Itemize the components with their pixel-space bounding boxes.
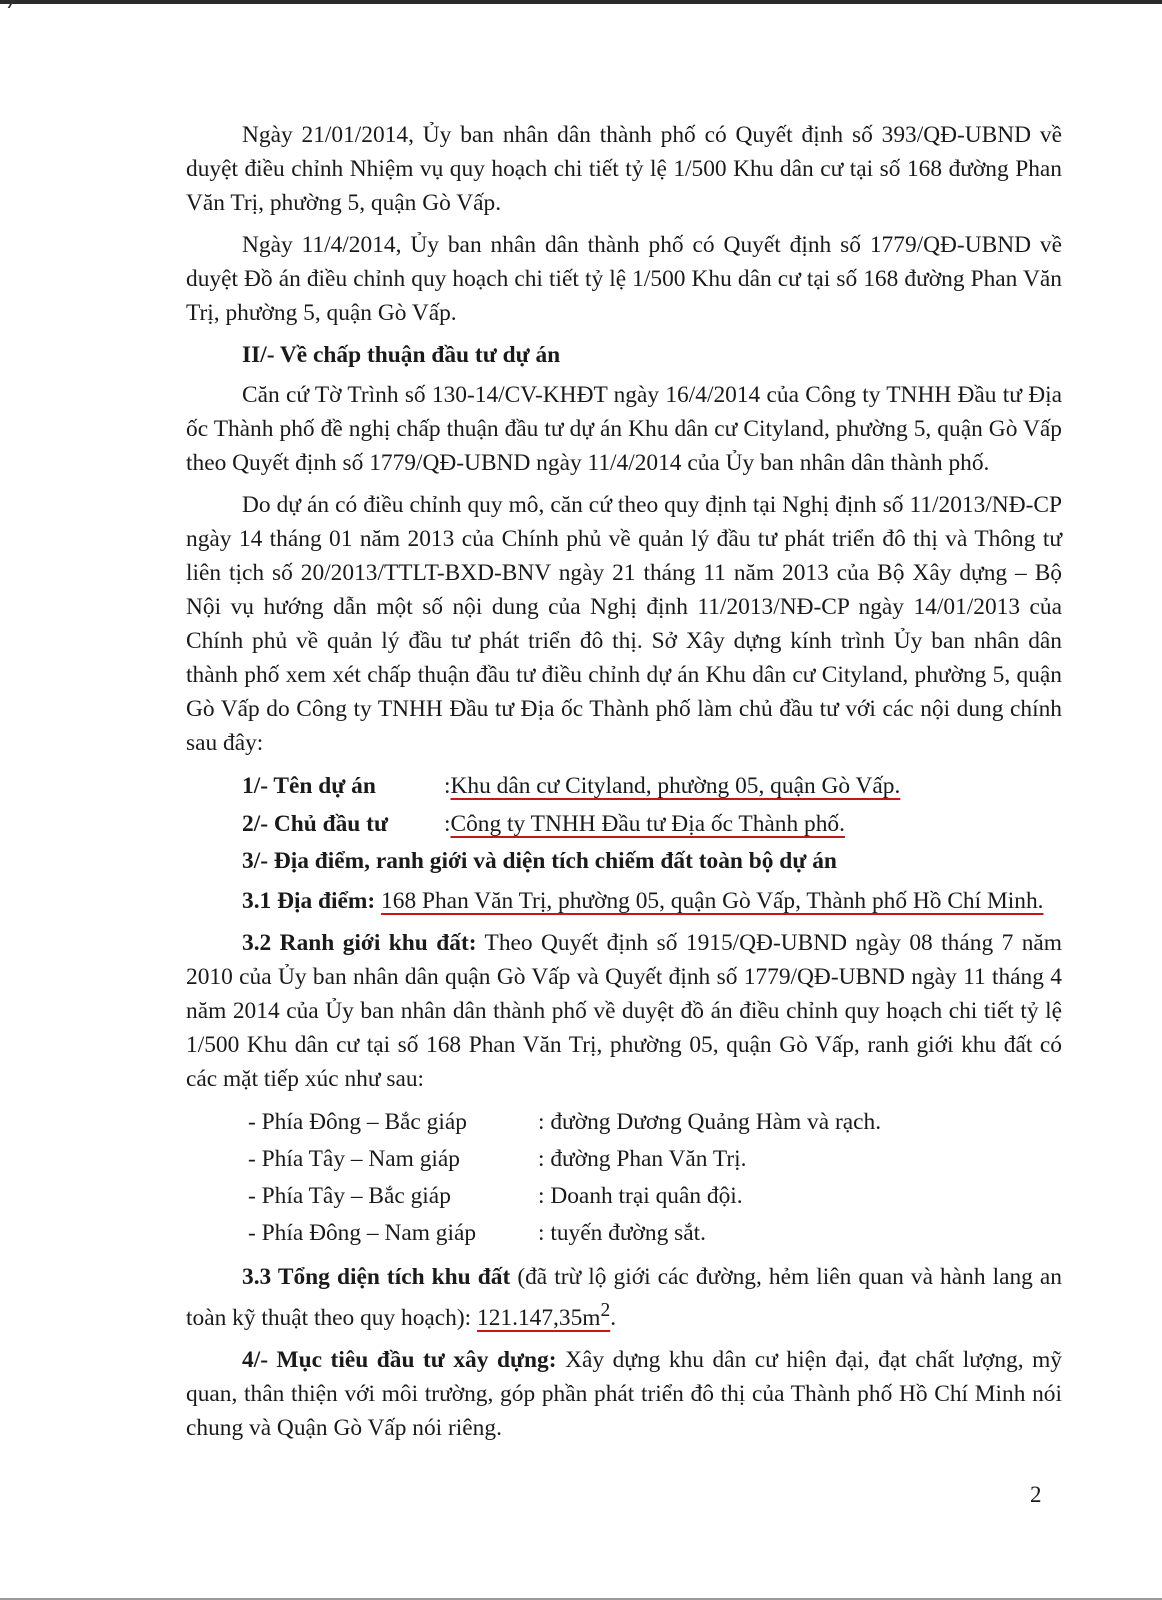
investor-label: 2/- Chủ đầu tư xyxy=(242,811,388,837)
investor-value: Công ty TNHH Đầu tư Địa ốc Thành phố. xyxy=(450,811,845,837)
boundary-side: - Phía Đông – Bắc giáp xyxy=(248,1109,467,1135)
total-area-text: (đã trừ lộ giới các đường, hẻm liên quan và hành lang an toàn kỹ thuật theo quy hoạch): xyxy=(186,1264,1062,1331)
objective-text: Xây dựng khu dân cư hiện đại, đạt chất lượng, mỹ quan, thân thiện với môi trường, góp phần phát triển đô thị của Thành phố Hồ Chí Minh nói chung và Quận Gò Vấp nói riêng. xyxy=(186,1346,1062,1441)
paragraph-decision-1779: Ngày 11/4/2014, Ủy ban nhân dân thành phố có Quyết định số 1779/QĐ-UBND về duyệt Đồ án điều chỉnh quy hoạch chi tiết tỷ lệ 1/500 Khu dân cư tại số 168 đường Phan Văn Trị, phường 5, quận Gò Vấp. xyxy=(186,232,1062,326)
boundary-neighbor: : tuyến đường sắt. xyxy=(538,1220,706,1246)
location-paragraph xyxy=(186,884,1062,918)
paragraph-adjustment: Do dự án có điều chỉnh quy mô, căn cứ theo quy định tại Nghị định số 11/2013/NĐ-CP ngày 14 tháng 01 năm 2013 của Chính phủ về quản lý đầu tư phát triển đô thị và Thông tư liên tịch số 20/2013/TTLT-BXD-BNV ngày 21 tháng 11 năm 2013 của Bộ Xây dựng – Bộ Nội vụ hướng dẫn một số nội dung của Nghị định 11/2013/NĐ-CP ngày 14/01/2013 của Chính phủ về quản lý đầu tư phát triển đô thị. Sở Xây dựng kính trình Ủy ban nhân dân thành phố xem xét chấp thuận đầu tư điều chỉnh dự án Khu dân cư Cityland, phường 5, quận Gò Vấp do Công ty TNHH Đầu tư Địa ốc Thành phố làm chủ đầu tư với các nội dung chính sau đây: xyxy=(186,492,1062,756)
boundary-item-east-north xyxy=(186,1104,1062,1141)
page-number: 2 xyxy=(1030,1482,1042,1507)
section-heading-investment-approval: II/- Về chấp thuận đầu tư dự án xyxy=(242,342,561,368)
total-area-period: . xyxy=(610,1304,617,1331)
boundary-text: Theo Quyết định số 1915/QĐ-UBND ngày 08 tháng 7 năm 2010 của Ủy ban nhân dân quận Gò Vấp và Quyết định số 1779/QĐ-UBND ngày 11 tháng 4 năm 2014 của Ủy ban nhân dân thành phố về duyệt đồ án điều chỉnh quy hoạch chi tiết tỷ lệ 1/500 Khu dân cư tại số 168 Phan Văn Trị, phường 05, quận Gò Vấp, ranh giới khu đất có các mặt tiếp xúc như sau: xyxy=(186,930,1062,1092)
boundary-item-west-south xyxy=(186,1141,1062,1178)
total-area-number: 121.147,35m xyxy=(477,1304,601,1331)
boundary-item-west-north xyxy=(186,1178,1062,1215)
boundary-paragraph xyxy=(186,926,1062,1096)
objective-label: 4/- Mục tiêu đầu tư xây dựng: xyxy=(242,1346,557,1373)
total-area-paragraph xyxy=(186,1260,1062,1335)
investor-row xyxy=(186,806,1062,842)
scan-top-border xyxy=(0,0,1162,4)
total-area-value xyxy=(477,1300,611,1331)
boundary-neighbor: : Doanh trại quân đội. xyxy=(538,1183,743,1209)
project-name-value: Khu dân cư Cityland, phường 05, quận Gò Vấp. xyxy=(450,773,901,799)
paragraph-decision-393: Ngày 21/01/2014, Ủy ban nhân dân thành phố có Quyết định số 393/QĐ-UBND về duyệt điều chỉnh Nhiệm vụ quy hoạch chi tiết tỷ lệ 1/500 Khu dân cư tại số 168 đường Phan Văn Trị, phường 5, quận Gò Vấp. xyxy=(186,122,1062,216)
boundary-side: - Phía Tây – Bắc giáp xyxy=(248,1183,451,1209)
location-heading: 3/- Địa điểm, ranh giới và diện tích chiếm đất toàn bộ dự án xyxy=(242,848,837,874)
objective-paragraph xyxy=(186,1343,1062,1445)
total-area-exponent: 2 xyxy=(600,1300,611,1321)
document-page xyxy=(186,118,1062,1453)
paragraph-proposal: Căn cứ Tờ Trình số 130-14/CV-KHĐT ngày 16/4/2014 của Công ty TNHH Đầu tư Địa ốc Thành phố đề nghị chấp thuận đầu tư dự án Khu dân cư Cityland, phường 5, quận Gò Vấp theo Quyết định số 1779/QĐ-UBND ngày 11/4/2014 của Ủy ban nhân dân thành phố. xyxy=(186,382,1062,476)
project-name-row xyxy=(186,768,1062,804)
total-area-label: 3.3 Tổng diện tích khu đất xyxy=(242,1264,511,1290)
project-name-label: 1/- Tên dự án xyxy=(242,773,376,799)
location-label: 3.1 Địa điểm: xyxy=(242,888,376,914)
project-name-colon: : xyxy=(444,773,451,799)
boundary-side: - Phía Tây – Nam giáp xyxy=(248,1146,460,1172)
boundary-label: 3.2 Ranh giới khu đất: xyxy=(242,930,477,956)
location-value: 168 Phan Văn Trị, phường 05, quận Gò Vấp, Thành phố Hồ Chí Minh. xyxy=(381,888,1044,914)
investor-colon: : xyxy=(444,811,451,837)
boundary-item-east-south xyxy=(186,1215,1062,1252)
boundary-neighbor: : đường Dương Quảng Hàm và rạch. xyxy=(538,1109,882,1135)
boundary-side: - Phía Đông – Nam giáp xyxy=(248,1220,477,1246)
boundary-neighbor: : đường Phan Văn Trị. xyxy=(538,1146,747,1172)
scan-corner-mark xyxy=(8,0,25,8)
